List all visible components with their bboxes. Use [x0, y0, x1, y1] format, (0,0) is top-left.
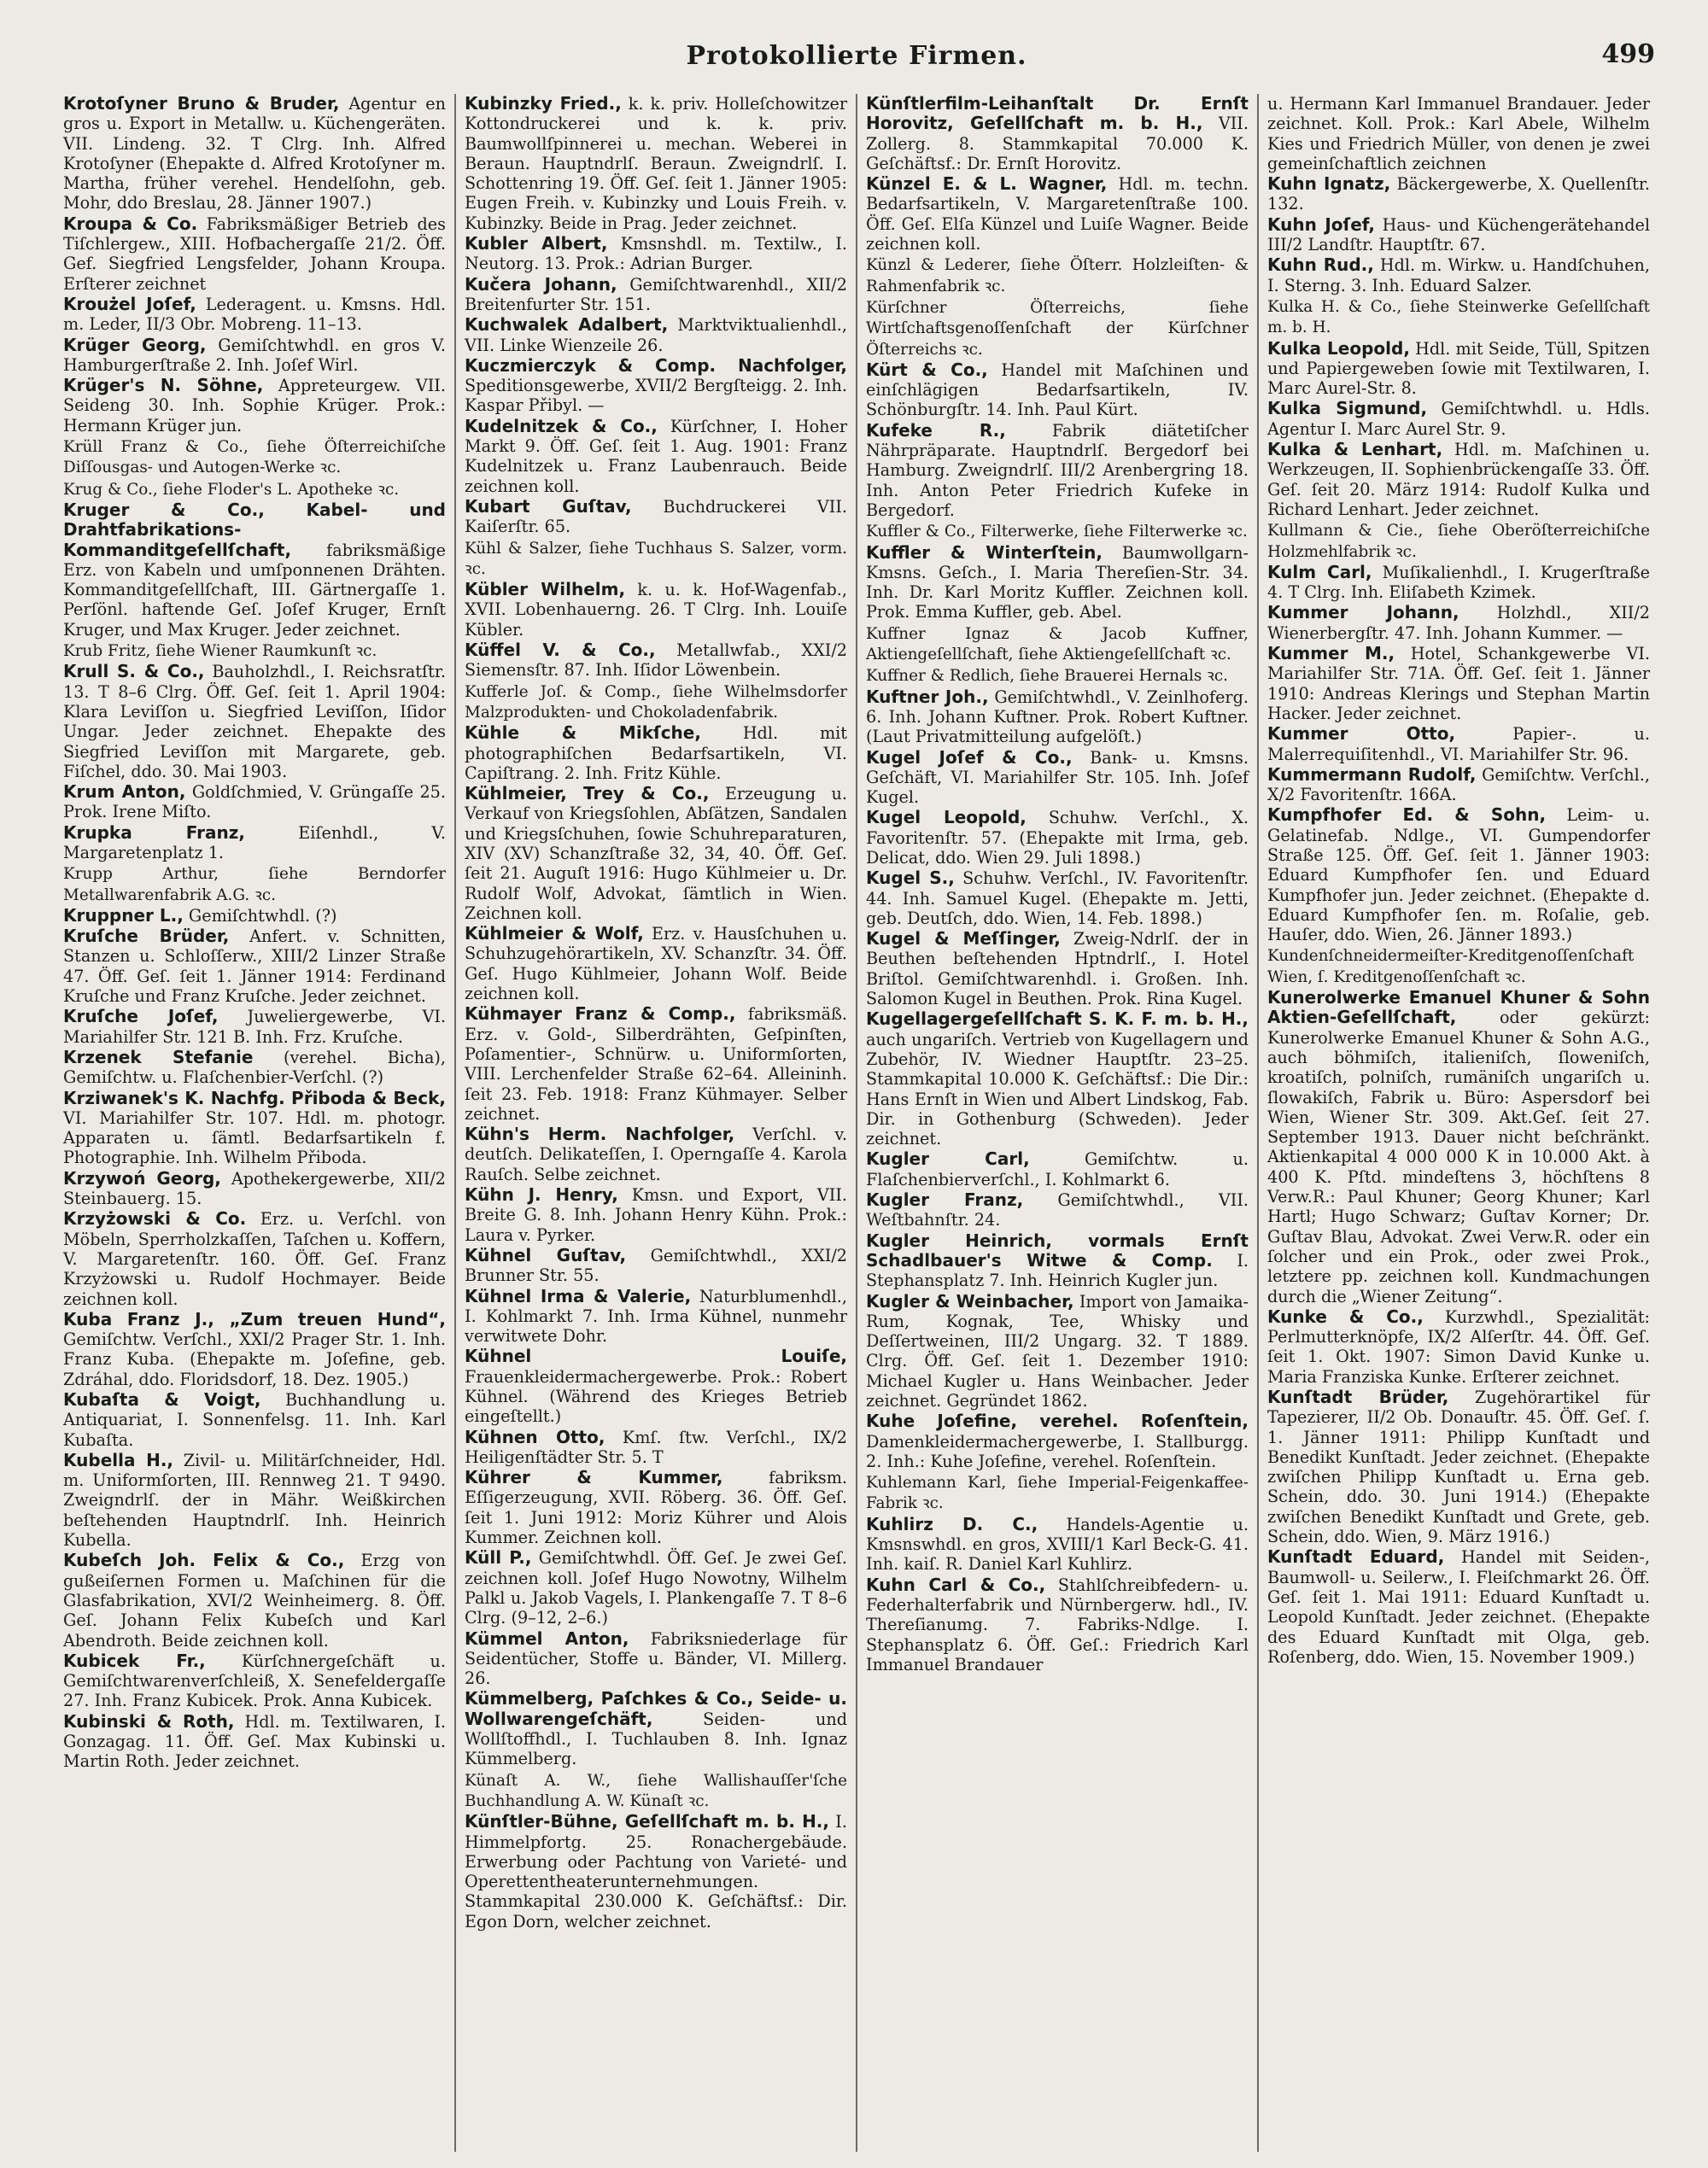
firm-name: Kühlmeier & Wolf,	[465, 923, 644, 944]
firm-name: Krüger Georg,	[63, 334, 207, 355]
firm-details: Marktviktualienhdl., VII. Linke Wienzeile 26.	[465, 315, 847, 355]
firm-details: Gemiſchtw. u. Flaſchenbierverſchl., I. Kohlmarkt 6.	[866, 1149, 1249, 1189]
firm-name: Kümmelberg, Paſchkes & Co., Seide- u. Wollwarengeſchäft,	[465, 1688, 847, 1729]
firm-entry	[866, 421, 1249, 520]
firm-details: Bäckergewerbe, X. Quellenſtr. 132.	[1267, 174, 1650, 214]
firm-details: Anfert. v. Schnitten, Stanzen u. Schloſſerw., XIII/2 Linzer Straße 47. Öff. Geſ. ſeit 1. Jänner 1914: Ferdinand Kruſche und Franz Kruſche. Jeder zeichnet.	[63, 926, 446, 1007]
firm-name: Kruppner L.,	[63, 904, 184, 926]
firm-entry	[1267, 215, 1650, 255]
firm-details: Muſikalienhdl., I. Krugerſtraße 4. T Clrg. Inh. Eliſabeth Kzimek.	[1267, 562, 1650, 603]
firm-entry	[63, 500, 446, 640]
firm-details: Kurzwhdl., Spezialität: Perlmutterknöpfe, IX/2 Alſerſtr. 44. Öff. Geſ. ſeit 1. Okt. 1907: Simon David Kunke u. Maria Franziska Kunke. Erſterer zeichnet.	[1267, 1306, 1650, 1387]
firm-name: Kühn J. Henry,	[465, 1184, 618, 1206]
firm-details: Hdl. mit Seide, Tüll, Spitzen und Papiergeweben ſowie mit Textilwaren, I. Marc Aurel-Str. 8.	[1267, 338, 1650, 399]
firm-entry	[63, 782, 446, 822]
firm-entry	[63, 94, 446, 213]
firm-name: Kürt & Co.,	[866, 359, 988, 380]
firm-details: Kullmann & Cie., ſiehe Oberöſterreichiſche Holzmehlfabrik ꝛc.	[1267, 522, 1650, 561]
cross-reference-entry	[866, 665, 1249, 686]
firm-entry	[465, 1689, 847, 1768]
firm-name: Krzenek Stefanie	[63, 1046, 254, 1067]
firm-entry	[465, 275, 847, 315]
firm-name: Kugler & Weinbacher,	[866, 1290, 1074, 1312]
firm-entry	[1267, 255, 1650, 295]
firm-details: Handel mit Maſchinen und einſchlägigen Bedarfsartikeln, IV. Schönburgſtr. 14. Inh. Paul Kürt.	[866, 359, 1249, 420]
firm-name: Kubicek Fr.,	[63, 1650, 206, 1671]
firm-name: Kufeke R.,	[866, 419, 1006, 441]
firm-entry	[465, 417, 847, 496]
firm-name: Kuftner Joh.,	[866, 686, 989, 707]
cross-reference-entry	[63, 479, 446, 500]
firm-details: Handel mit Seiden-, Baumwoll- u. Seilerw., I. Fleiſchmarkt 26. Öff. Geſ. ſeit 1. Mai 1911: Eduard Kunſtadt u. Leopold Kunſtadt. Jeder zeichnet. (Ehepakte des Eduard Kunſtadt mit Olga, geb. Roſenberg, ddo. Wien, 15. November 1909.)	[1267, 1547, 1650, 1667]
firm-name: Kroużel Joſef,	[63, 293, 196, 314]
firm-entry	[63, 823, 446, 863]
firm-name: Kühnel Guſtav,	[465, 1244, 627, 1265]
firm-details: Import von Jamaika-Rum, Kognak, Tee, Whisky und Deſſertweinen, III/2 Ungarg. 32. T 1889. Clrg. Öff. Geſ. ſeit 1. Dezember 1910: Michael Kugler u. Hans Weinbacher. Jeder zeichnet. Gegründet 1862.	[866, 1291, 1249, 1411]
firm-details: Metallwfab., XXI/2 Siemensſtr. 87. Inh. Iſidor Löwenbein.	[465, 640, 847, 681]
firm-name: Kulm Carl,	[1267, 561, 1372, 582]
firm-details: Damenkleidermachergewerbe, I. Stallburgg. 2. Inh.: Kuhe Joſefine, verehel. Roſenſtein.	[866, 1431, 1249, 1471]
firm-entry	[866, 748, 1249, 808]
firm-name: Kühn's Herm. Nachfolger,	[465, 1124, 735, 1145]
firm-details: k. u. k. Hof-Wagenfab., XVII. Lobenhauerng. 26. T Clrg. Inh. Louiſe Kübler.	[465, 580, 847, 640]
cross-reference-entry	[1267, 945, 1650, 987]
firm-details: Kuffler & Co., Filterwerke, ſiehe Filterwerke ꝛc.	[866, 523, 1248, 541]
firm-details: u. Hermann Karl Immanuel Brandauer. Jeder zeichnet. Koll. Prok.: Karl Abele, Wilhelm Kies und Friedrich Müller, von denen je zwei gemeinſchaftlich zeichnen	[1267, 94, 1650, 173]
firm-details: Künzl & Lederer, ſiehe Öſterr. Holzleiſten- & Rahmenfabrik ꝛc.	[866, 256, 1249, 295]
firm-entry	[1267, 988, 1650, 1306]
firm-details: Holzhdl., XII/2 Wienerbergſtr. 47. Inh. Johann Kummer. —	[1267, 603, 1650, 643]
firm-details: Gemiſchtwhdl. u. Hdls. Agentur I. Marc Aurel Str. 9.	[1267, 399, 1650, 439]
firm-name: Krzywoń Georg,	[63, 1167, 221, 1189]
firm-details: Erzg von gußeiſernen Formen u. Maſchinen für die Glasfabrikation, XVI/2 Weinheimerg. 8. Öff. Geſ. Johann Felix Kubeſch und Karl Abendroth. Beide zeichnen koll.	[63, 1551, 447, 1651]
firm-details: Erzeugung u. Verkauf von Kriegsſohlen, Abſätzen, Sandalen und Kriegsſchuhen, ſowie Schuhreparaturen, XIV (XV) Schanzſtraße 32, 34, 40. Öff. Geſ. ſeit 21. Auguſt 1916: Hugo Kühlmeier u. Dr. Rudolf Wolf, Advokat, ſämtlich in Wien. Zeichnen koll.	[465, 784, 847, 923]
cross-reference-entry	[63, 640, 446, 661]
firm-name: Kugler Franz,	[866, 1189, 1024, 1211]
firm-name: Kugel Leopold,	[866, 807, 1027, 828]
firm-name: Kuhn Joſef,	[1267, 213, 1375, 235]
firm-name: Krupka Franz,	[63, 821, 246, 843]
firm-details: Gemiſchtwhdl., XXI/2 Brunner Str. 55.	[465, 1245, 847, 1286]
firm-entry	[465, 1548, 847, 1627]
firm-name: Krum Anton,	[63, 781, 186, 803]
firm-details: Künaſt A. W., ſiehe Wallishauſſer'ſche Buchhandlung A. W. Künaſt ꝛc.	[465, 1771, 847, 1810]
firm-details: Apothekergewerbe, XII/2 Steinbauerg. 15.	[63, 1168, 446, 1209]
firm-name: Kroupa & Co.	[63, 213, 198, 234]
firm-details: Frauenkleidermachergewerbe. Prok.: Robert Kühnel. (Während des Krieges Betrieb eingeſtellt.)	[465, 1366, 847, 1427]
firm-details: Gemiſchtw. Verſchl., X/2 Favoritenſtr. 166A.	[1267, 764, 1650, 805]
firm-details: Juweliergewerbe, VI. Mariahilfer Str. 121 B. Inh. Frz. Kruſche.	[63, 1007, 446, 1047]
firm-entry	[63, 1390, 446, 1450]
firm-details: (verehel. Bicha), Gemiſchtw. u. Flaſchenbier-Verſchl. (?)	[63, 1047, 446, 1088]
firm-name: Krüger's N. Söhne,	[63, 375, 264, 396]
firm-details: Schuhw. Verſchl., IV. Favoritenſtr. 44. Inh. Samuel Kugel. (Ehepakte m. Jetti, geb. Deutſch, ddo. Wien, 14. Feb. 1898.)	[866, 868, 1249, 928]
firm-details: Appreteurgew. VII. Seideng 30. Inh. Sophie Krüger. Prok.: Hermann Krüger jun.	[63, 376, 446, 435]
page-number: 499	[1601, 39, 1655, 69]
firm-details: Kuhlemann Karl, ſiehe Imperial-Feigenkaffee-Fabrik ꝛc.	[866, 1474, 1249, 1513]
firm-details: Gemiſchtwarenhdl., XII/2 Breitenfurter Str. 151.	[465, 274, 847, 314]
firm-details: Hdl. m. Maſchinen u. Werkzeugen, II. Sophienbrückengaſſe 33. Öff. Geſ. ſeit 20. März 1914: Rudolf Kulka und Richard Lenhart. Jeder zeichnet.	[1267, 440, 1650, 519]
firm-details: Handels-Agentie u. Kmsnswhdl. en gros, XVIII/1 Karl Beck-G. 41. Inh. kaiſ. R. Daniel Karl Kuhlirz.	[866, 1514, 1249, 1575]
firm-entry	[1267, 1388, 1650, 1546]
firm-name: Kuhn Ignatz,	[1267, 173, 1391, 195]
firm-details: fabriksmäßige Erz. von Kabeln und umſponnenen Drähten. Kommanditgeſellſchaft, III. Gärtnergaſſe 1. Perſönl. haftende Geſ. Joſef Kruger, Ernſt Kruger, und Max Kruger. Jeder zeichnet.	[63, 540, 446, 640]
firm-name: Kummer Johann,	[1267, 602, 1459, 623]
firm-details: Speditionsgewerbe, XVII/2 Bergſteigg. 2. Inh. Kaspar Přibyl. —	[465, 376, 847, 416]
firm-entry	[866, 1411, 1249, 1471]
firm-name: Kübler Wilhelm,	[465, 579, 626, 600]
firm-name: Künzel E. & L. Wagner,	[866, 173, 1108, 195]
firm-entry	[1267, 603, 1650, 643]
firm-details: Schuhw. Verſchl., X. Favoritenſtr. 57. (Ehepakte mit Irma, geb. Delicat, ddo. Wien 29. Juli 1898.)	[866, 808, 1249, 868]
firm-details: VII. Zollerg. 8. Stammkapital 70.000 K. Geſchäftsf.: Dr. Ernſt Horovitz.	[866, 114, 1249, 173]
firm-entry	[866, 808, 1249, 868]
firm-entry	[465, 1125, 847, 1184]
firm-details: Fabriksmäßiger Betrieb des Tiſchlergew., XIII. Hofbachergaſſe 21/2. Öff. Gef. Siegfried Lengsfelder, Johann Kroupa. Erſterer zeichnet	[63, 213, 446, 294]
firm-details: Erz. u. Verſchl. von Möbeln, Sperrholzkaſſen, Taſchen u. Koffern, V. Margaretenſtr. 160. Öff. Geſ. Franz Krzyżowski u. Rudolf Hochmayer. Beide zeichnen koll.	[63, 1209, 447, 1309]
firm-details: Hdl. m. Wirkw. u. Handſchuhen, I. Sterng. 3. Inh. Eduard Salzer.	[1267, 255, 1650, 295]
firm-details: Kuffner Ignaz & Jacob Kuffner, Aktiengeſellſchaft, ſiehe Aktiengeſellſchaft ꝛc.	[866, 624, 1249, 664]
firm-entry	[866, 868, 1249, 928]
cross-reference-entry	[1267, 520, 1650, 562]
firm-name: Kühlmeier, Trey & Co.,	[465, 783, 710, 804]
firm-entry	[1267, 563, 1650, 603]
firm-entry	[465, 1246, 847, 1286]
firm-details: Gemiſchtwhdl., V. Zeinlhoferg. 6. Inh. Johann Kuftner. Prok. Robert Kuftner. (Laut Privatmitteilung aufgelöſt.)	[866, 687, 1249, 747]
firm-entry	[1267, 1547, 1650, 1667]
firm-details: Fabrik diätetiſcher Nährpräparate. Hauptndrlſ. Bergedorf bei Hamburg. Zweigndrlſ. III/2 Arenbergring 18. Inh. Anton Peter Friedrich Kufeke in Bergedorf.	[866, 420, 1249, 520]
firm-details: Gemiſchtw. Verſchl., XXI/2 Prager Str. 1. Inh. Franz Kuba. (Ehepakte m. Joſefine, geb. Zdráhal, ddo. Floridsdorf, 18. Dez. 1905.)	[63, 1329, 446, 1389]
firm-details: Buchdruckerei VII. Kaiſerſtr. 65.	[465, 496, 848, 537]
firm-name: Kubart Guſtav,	[465, 495, 632, 517]
firm-entry	[63, 926, 446, 1006]
firm-name: Kuhlirz D. C.,	[866, 1513, 1038, 1534]
firm-entry	[63, 1712, 446, 1772]
firm-entry	[866, 1190, 1249, 1230]
firm-details: Buchhandlung u. Antiquariat, I. Sonnenfelsg. 11. Inh. Karl Kubaſta.	[63, 1390, 446, 1450]
firm-entry	[63, 295, 446, 335]
firm-entry	[465, 1428, 847, 1468]
firm-entry	[465, 1004, 847, 1124]
firm-name: Kugel Joſef & Co.,	[866, 746, 1073, 768]
firm-details: Kulka H. & Co., ſiehe Steinwerke Geſellſchaft m. b. H.	[1267, 297, 1650, 337]
firm-name: Kruger & Co., Kabel- und Drahtfabrikations-Kommanditgeſellſchaft,	[63, 499, 446, 560]
firm-name: Kubinzky Fried.,	[465, 94, 622, 114]
firm-name: Kühnel Louiſe,	[465, 1346, 847, 1367]
firm-name: Kubaſta & Voigt,	[63, 1389, 261, 1410]
cross-reference-entry	[465, 681, 847, 723]
firm-name: Kummer M.,	[1267, 643, 1395, 664]
firm-entry	[1267, 724, 1650, 764]
firm-details: Agentur en gros u. Export in Metallw. u. Küchengeräten. VII. Lindeng. 32. T Clrg. Inh. Alfred Krotoſyner (Ehepakte d. Alfred Krotoſyner m. Martha, früher verehel. Hendelſohn, geb. Mohr, ddo Breslau, 28. Jänner 1907.)	[63, 94, 446, 213]
firm-name: Kubinski & Roth,	[63, 1710, 235, 1732]
firm-entry	[465, 640, 847, 681]
firm-details: Zweig-Ndrlſ. der in Beuthen beſtehenden Hptndrlſ., I. Hotel Briſtol. Gemiſchtwarenhdl. i. Großen. Inh. Salomon Kugel in Beuthen. Prok. Rina Kugel.	[866, 929, 1249, 1009]
firm-entry	[1267, 399, 1650, 439]
firm-entry	[866, 543, 1249, 622]
cross-reference-entry	[866, 1472, 1249, 1514]
column-3	[857, 94, 1259, 2152]
firm-name: Kulka & Lenhart,	[1267, 439, 1443, 460]
firm-entry	[63, 1169, 446, 1209]
firm-entry	[465, 784, 847, 923]
firm-details: fabriksmäß. Erz. v. Gold-, Silberdrähten, Geſpinſten, Poſamentier-, Schnürw. u. Uniformſorten, VIII. Lerchenfelder Straße 62–64. Alleininh. ſeit 23. Feb. 1918: Franz Kühmayer. Selber zeichnet.	[465, 1004, 847, 1124]
firm-name: Kuhn Carl & Co.,	[866, 1574, 1046, 1595]
firm-details: Fabriksniederlage für Seidentücher, Stoffe u. Bänder, VI. Millerg. 26.	[465, 1628, 847, 1689]
firm-name: Krotoſyner Bruno & Bruder,	[63, 94, 340, 114]
firm-name: Kühle & Mikſche,	[465, 722, 701, 744]
firm-entry	[465, 497, 847, 537]
firm-entry	[1267, 174, 1650, 214]
firm-details: Kmſ. ſtw. Verſchl., IX/2 Heiligenſtädter Str. 5. T	[465, 1427, 847, 1467]
firm-name: Kühnen Otto,	[465, 1426, 605, 1447]
firm-name: Kümmel Anton,	[465, 1627, 629, 1649]
firm-entry	[63, 1007, 446, 1047]
firm-name: Krzyżowski & Co.	[63, 1208, 247, 1230]
firm-details: Krub Fritz, ſiehe Wiener Raumkunſt ꝛc.	[63, 642, 377, 661]
firm-name: Kubeſch Joh. Felix & Co.,	[63, 1550, 345, 1571]
firm-details: Bank- u. Kmsns. Geſchäft, VI. Mariahilfer Str. 105. Inh. Joſef Kugel.	[866, 747, 1249, 808]
page-title: Protokollierte Firmen.	[686, 41, 1027, 71]
firm-details: Kürſchnergeſchäft u. Gemiſchtwarenverſchleiß, X. Senefeldergaſſe 27. Inh. Franz Kubicek. Prok. Anna Kubicek.	[63, 1651, 446, 1711]
firm-entry	[866, 174, 1249, 254]
firm-name: Kuhn Rud.,	[1267, 254, 1374, 276]
firm-details: auch ungariſch. Vertrieb von Kugellagern und Zubehör, IV. Wiedner Hauptſtr. 23–25. Stammkapital 10.000 K. Geſchäftsf.: Die Dir.: Hans Ernſt in Wien und Albert Lindskog, Fab. Dir. in Gothenburg (Schweden). Jeder zeichnet.	[866, 1029, 1249, 1149]
firm-entry	[63, 662, 446, 781]
firm-entry	[465, 1629, 847, 1689]
cross-reference-entry	[866, 521, 1249, 541]
firm-name: Kunſtadt Brüder,	[1267, 1387, 1449, 1407]
firm-details: Krug & Co., ſiehe Floder's L. Apotheke ꝛc.	[63, 480, 400, 499]
firm-details: Hdl. mit photographiſchen Bedarfsartikeln, VI. Capiſtrang. 2. Inh. Fritz Kühle.	[465, 723, 847, 783]
cross-reference-entry	[866, 297, 1249, 359]
firm-name: Kunſtadt Eduard,	[1267, 1546, 1445, 1568]
cross-reference-entry	[63, 436, 446, 478]
firm-entry	[465, 315, 847, 355]
firm-name: Küll P.,	[465, 1547, 532, 1569]
firm-entry	[465, 234, 847, 274]
firm-name: Kühnel Irma & Valerie,	[465, 1285, 692, 1306]
firm-entry	[63, 906, 446, 926]
firm-entry	[465, 1812, 847, 1931]
firm-name: Kunerolwerke Emanuel Khuner & Sohn Aktien-Geſellſchaft,	[1267, 987, 1650, 1028]
firm-details: Kürſchner, I. Hoher Markt 9. Öff. Geſ. ſeit 1. Aug. 1901: Franz Kudelnitzek u. Franz Laubenrauch. Beide zeichnen koll.	[465, 416, 847, 496]
firm-details: Kmsn. und Export, VII. Breite G. 8. Inh. Johann Henry Kühn. Prok.: Laura v. Pyrker.	[465, 1185, 847, 1245]
firm-entry	[465, 924, 847, 1003]
firm-details: Zivil- u. Militärſchneider, Hdl. m. Uniformſorten, III. Rennweg 21. T 9490. Zweigndrlſ. der in Mähr. Weißkirchen beſtehenden Hauptndrlſ. Inh. Heinrich Kubella.	[63, 1450, 446, 1551]
firm-entry	[1267, 805, 1650, 944]
firm-details: Krüll Franz & Co., ſiehe Öſterreichiſche Diſſousgas- und Autogen-Werke ꝛc.	[63, 438, 446, 477]
firm-details: k. k. priv. Holleſchowitzer Kottondruckerei und k. k. priv. Baumwollſpinnerei u. mechan. Weberei in Beraun. Hauptndrlſ. Beraun. Zweigndrlſ. I. Schottenring 19. Öff. Geſ. ſeit 1. Jänner 1905: Eugen Freih. v. Kubinzky und Louis Freih. v. Kubinzky. Beide in Prag. Jeder zeichnet.	[465, 94, 847, 233]
firm-details: oder gekürzt: Kunerolwerke Emanuel Khuner & Sohn A.G., auch böhmiſch, italieniſch, ſloweniſch, kroatiſch, polniſch, rumäniſch ungariſch u. ſlowakiſch, Fabrik u. Büro: Aspersdorf bei Wien, Wiener Str. 309. Akt.Geſ. ſeit 27. September 1913. Dauer nicht beſchränkt. Aktienkapital 4 000 000 K in 10.000 Akt. à 400 K. Pſtd. mindeſtens 3, höchſtens 8 Verw.R.: Paul Khuner; Georg Khuner; Karl Hartl; Hugo Schwarz; Guſtav Korner; Dr. Guſtav Blau, Advokat. Zwei Verw.R. oder ein ſolcher und ein Prok., oder zwei Prok., letztere pp. zeichnen koll. Kundmachungen durch die „Wiener Zeitung“.	[1267, 1008, 1650, 1306]
firm-entry	[866, 1515, 1249, 1575]
firm-name: Krziwanek's K. Nachfg. Přiboda & Beck,	[63, 1087, 446, 1108]
firm-details: Kühl & Salzer, ſiehe Tuchhaus S. Salzer, vorm. ꝛc.	[465, 539, 847, 578]
firm-entry	[866, 94, 1249, 173]
firm-name: Kubler Albert,	[465, 233, 608, 254]
firm-entry	[63, 1209, 446, 1308]
firm-entry	[63, 1451, 446, 1550]
firm-entry	[1267, 339, 1650, 399]
firm-name: Kugellagergeſellſchaft S. K. F. m. b. H.,	[866, 1008, 1249, 1030]
firm-entry	[866, 1575, 1249, 1674]
firm-entry	[465, 356, 847, 416]
column-1	[55, 94, 456, 2152]
firm-details: Seiden- und Wollſtoffhdl., I. Tuchlauben 8. Inh. Ignaz Kümmelberg.	[465, 1709, 847, 1769]
firm-entry	[465, 1185, 847, 1245]
firm-entry	[63, 1310, 446, 1389]
firm-entry	[63, 1089, 446, 1168]
firm-details: Naturblumenhdl., I. Kohlmarkt 7. Inh. Irma Kühnel, nunmehr verwitwete Dohr.	[465, 1286, 847, 1347]
firm-details: Baumwollgarn-Kmsns. Geſch., I. Maria Thereſien-Str. 34. Inh. Dr. Karl Moritz Kuffler. Zeichnen koll. Prok. Emma Kuffler, geb. Abel.	[866, 542, 1249, 622]
firm-name: Kuczmierczyk & Comp. Nachfolger,	[465, 354, 847, 376]
firm-name: Kugel S.,	[866, 868, 955, 889]
cross-reference-entry	[63, 863, 446, 905]
firm-name: Kudelnitzek & Co.,	[465, 415, 658, 436]
firm-name: Kulka Leopold,	[1267, 337, 1410, 359]
firm-name: Kumpfhofer Ed. & Sohn,	[1267, 804, 1547, 826]
firm-entry	[465, 723, 847, 783]
firm-details: Hotel, Schankgewerbe VI. Mariahilfer Str. 71A. Öff. Geſ. ſeit 1. Jänner 1910: Andreas Klerings und Stephan Martin Hacker. Jeder zeichnet.	[1267, 644, 1651, 723]
firm-name: Kummermann Rudolf,	[1267, 763, 1477, 785]
cross-reference-entry	[866, 623, 1249, 665]
firm-entry	[63, 1551, 446, 1650]
firm-name: Kummer Otto,	[1267, 723, 1456, 745]
firm-details: Gemiſchtwhdl. en gros V. Hamburgerſtraße 2. Inh. Joſef Wirl.	[63, 335, 446, 375]
firm-entry	[866, 929, 1249, 1008]
firm-entry	[866, 687, 1249, 747]
firm-details: Gemiſchtwhdl., VII. Weſtbahnſtr. 24.	[866, 1190, 1249, 1230]
firm-name: Künſtlerfilm-Leihanſtalt Dr. Ernſt Horovitz, Geſellſchaft m. b. H.,	[866, 94, 1249, 134]
firm-entry	[465, 1347, 847, 1426]
firm-entry	[866, 1009, 1249, 1148]
firm-details: I. Stephansplatz 7. Inh. Heinrich Kugler jun.	[866, 1250, 1249, 1291]
firm-entry	[63, 214, 446, 294]
firm-name: Kugel & Meſſinger,	[866, 928, 1061, 950]
firm-name: Kučera Johann,	[465, 273, 617, 295]
column-2	[456, 94, 857, 2152]
firm-details: Stahlſchreibfedern- u. Federhalterfabrik und Nürnbergerw. hdl., IV. Thereſianumg. 7. Fabriks-Ndlge. I. Stephansplatz 6. Öff. Geſ.: Friedrich Karl Immanuel Brandauer	[866, 1575, 1249, 1674]
firm-details: I. Himmelpfortg. 25. Ronachergebäude. Erwerbung oder Pachtung von Varieté- und Operettentheaterunternehmungen. Stammkapital 230.000 K. Geſchäftsf.: Dir. Egon Dorn, welcher zeichnet.	[465, 1812, 847, 1931]
firm-entry	[1267, 1307, 1650, 1387]
firm-details: VI. Mariahilfer Str. 107. Hdl. m. photogr. Apparaten u. ſämtl. Bedarfsartikeln f. Photographie. Inh. Wilhelm Přiboda.	[63, 1107, 446, 1168]
firm-entry	[1267, 765, 1650, 805]
firm-name: Kühmayer Franz & Comp.,	[465, 1003, 736, 1025]
firm-details: Kufferle Joſ. & Comp., ſiehe Wilhelmsdorfer Malzprodukten- und Chokoladenfabrik.	[465, 682, 847, 722]
firm-name: Kulka Sigmund,	[1267, 398, 1428, 419]
page-header	[55, 34, 1658, 94]
firm-details: Eiſenhdl., V. Margaretenplatz 1.	[63, 822, 446, 862]
firm-name: Kuffler & Winterſtein,	[866, 541, 1103, 563]
firm-details: Goldſchmied, V. Grüngaſſe 25. Prok. Irene Miſto.	[63, 782, 446, 822]
firm-entry	[866, 1231, 1249, 1291]
firm-entry	[866, 360, 1249, 420]
firm-details: Gemiſchtwhdl. Öff. Geſ. Je zwei Geſ. zeichnen koll. Joſef Hugo Nowotny, Wilhelm Palkl u. Jakob Vagels, I. Plankengaſſe 7. T 8–6 Clrg. (9–12, 2–6.)	[465, 1548, 848, 1628]
firm-name: Kugler Heinrich, vormals Ernſt Schadlbauer's Witwe & Comp.	[866, 1230, 1249, 1271]
firm-details: Kundenſchneidermeiſter-Kreditgenoſſenſchaft Wien, ſ. Kreditgenoſſenſchaft ꝛc.	[1267, 947, 1635, 986]
cross-reference-entry	[465, 1770, 847, 1812]
firm-entry	[866, 1149, 1249, 1189]
cross-reference-entry	[1267, 296, 1650, 338]
directory-columns	[55, 94, 1658, 2152]
firm-name: Kuchwalek Adalbert,	[465, 314, 669, 336]
firm-details: Hdl. m. techn. Bedarfsartikeln, V. Margaretenſtraße 100. Öff. Geſ. Elſa Künzel und Luiſe Wagner. Beide zeichnen koll.	[866, 174, 1249, 254]
firm-details: Haus- und Küchengerätehandel III/2 Landſtr. Hauptſtr. 67.	[1267, 214, 1650, 255]
firm-name: Kubella H.,	[63, 1449, 174, 1470]
firm-details: Krupp Arthur, ſiehe Berndorfer Metallwarenfabrik A.G. ꝛc.	[63, 865, 446, 904]
firm-entry	[866, 1292, 1249, 1411]
firm-name: Krull S. & Co.,	[63, 661, 205, 682]
firm-details: Leim- u. Gelatinefab. Ndlge., VI. Gumpendorfer Straße 125. Öff. Geſ. ſeit 1. Jänner 1903: Eduard Kumpfhofer ſen. und Eduard Kumpfhofer jun. Jeder zeichnet. (Ehepakte d. Eduard Kumpfhofer ſen. m. Roſalie, geb. Hauſer, ddo. Wien, 26. Jänner 1893.)	[1267, 805, 1650, 945]
firm-details: Bauholzhdl., I. Reichsratſtr. 13. T 8–6 Clrg. Öff. Geſ. ſeit 1. April 1904: Klara Leviſſon u. Siegfried Leviſſon, Iſidor Ungar. Jeder zeichnet. Ehepakte des Siegfried Leviſſon mit Margarete, geb. Fiſchel, ddo. 30. Mai 1903.	[63, 662, 446, 781]
firm-entry	[63, 1048, 446, 1088]
firm-name: Kruſche Brüder,	[63, 926, 230, 947]
firm-entry	[465, 1287, 847, 1347]
column-4	[1259, 94, 1658, 2152]
firm-name: Küffel V. & Co.,	[465, 640, 656, 661]
firm-details: fabriksm. Eſſigerzeugung, XVII. Röberg. 36. Öff. Geſ. ſeit 1. Juni 1912: Moriz Kührer und Alois Kummer. Zeichnen koll.	[465, 1468, 847, 1548]
firm-name: Kuba Franz J., „Zum treuen Hund“,	[63, 1308, 446, 1329]
firm-details: Kürſchner Öſterreichs, ſiehe Wirtſchaftsgenoſſenſchaft der Kürſchner Öſterreichs ꝛc.	[866, 298, 1249, 359]
firm-entry	[63, 336, 446, 376]
cross-reference-entry	[866, 254, 1249, 296]
firm-details: Lederagent. u. Kmsns. Hdl. m. Leder, II/3 Obr. Mobreng. 11–13.	[63, 294, 446, 335]
firm-entry	[465, 1468, 847, 1547]
firm-entry	[63, 376, 446, 435]
firm-name: Kührer & Kummer,	[465, 1467, 723, 1488]
firm-details: Papier-. u. Malerrequiſitenhdl., VI. Mariahilfer Str. 96.	[1267, 724, 1650, 764]
firm-details: Zugehörartikel für Tapezierer, II/2 Ob. Donauſtr. 45. Öff. Geſ. ſ. 1. Jänner 1911: Philipp Kunſtadt und Benedikt Kunſtadt. Jeder zeichnet. (Ehepakte zwiſchen Philipp Kunſtadt u. Erna geb. Schein, ddo. 30. Juni 1914.) (Ehepakte zwiſchen Benedikt Kunſtadt und Grete, geb. Schein, ddo. Wien, 9. März 1916.)	[1267, 1388, 1651, 1547]
firm-name: Kuhe Joſefine, verehel. Roſenſtein,	[866, 1411, 1249, 1432]
firm-name: Kruſche Joſef,	[63, 1006, 219, 1027]
firm-entry	[1267, 94, 1650, 173]
firm-details: Kuffner & Redlich, ſiehe Brauerei Hernals ꝛc.	[866, 667, 1229, 686]
firm-details: Kmsnshdl. m. Textilw., I. Neutorg. 13. Prok.: Adrian Burger.	[465, 234, 847, 274]
firm-entry	[1267, 440, 1650, 519]
firm-details: Gemiſchtwhdl. (?)	[188, 905, 337, 926]
firm-details: Erz. v. Hausſchuhen u. Schuhzugehörartikeln, XV. Schanzſtr. 34. Öff. Geſ. Hugo Kühlmeier, Johann Wolf. Beide zeichnen koll.	[465, 924, 847, 1004]
firm-details: Verſchl. v. deutſch. Delikateſſen, I. Operngaſſe 4. Karola Rauſch. Selbe zeichnet.	[465, 1125, 847, 1184]
firm-details: Hdl. m. Textilwaren, I. Gonzagag. 11. Öff. Geſ. Max Kubinski u. Martin Roth. Jeder zeichnet.	[63, 1711, 446, 1772]
firm-name: Künſtler-Bühne, Geſellſchaft m. b. H.,	[465, 1811, 829, 1832]
firm-name: Kugler Carl,	[866, 1148, 1030, 1170]
firm-entry	[63, 1651, 446, 1711]
firm-entry	[465, 580, 847, 640]
firm-entry	[465, 94, 847, 233]
firm-name: Kunke & Co.,	[1267, 1306, 1424, 1327]
firm-entry	[1267, 644, 1650, 723]
cross-reference-entry	[465, 538, 847, 580]
